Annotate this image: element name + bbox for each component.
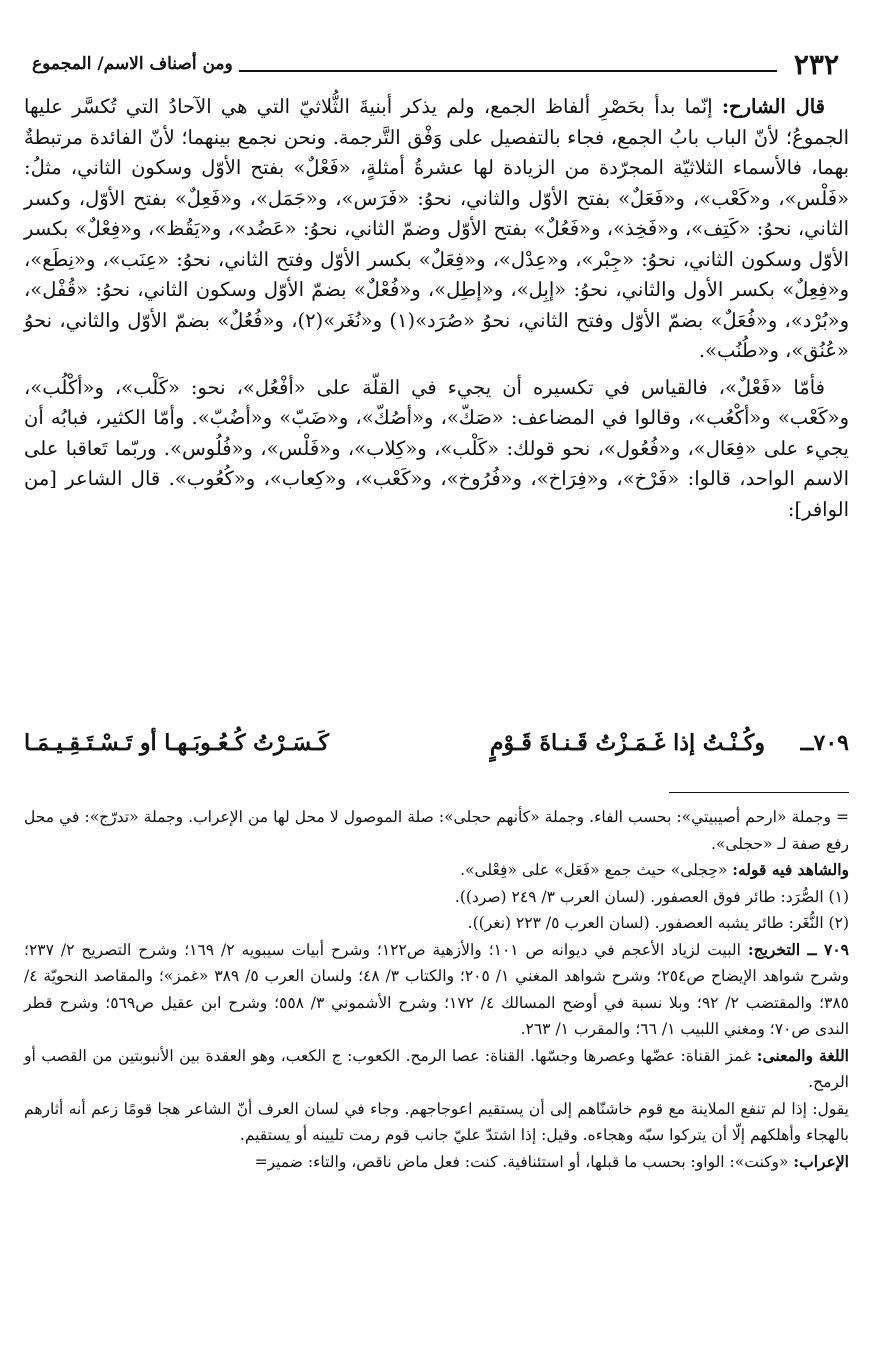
verse-first-hemistich: وكُـنْـتُ إذا غَـمَـزْتُ قَـنـاةَ قَـوْمٍ: [489, 730, 765, 756]
lugha-text: غمز القناة: عضّها وعصرها وجسّها. القناة: عصا الرمح. الكعوب: ج الكعب، وهو العقدة بين الأنبوبتين من القصب أو الرمح.: [24, 1046, 849, 1091]
footnote-rule: [669, 792, 849, 793]
header-rule: [239, 70, 777, 72]
verse-number: ٧٠٩ــ: [800, 730, 849, 756]
takhrij-label: ٧٠٩ ــ التخريج:: [747, 939, 849, 959]
footnote-irab: [24, 1149, 849, 1176]
footnote-shahid: [24, 857, 849, 884]
running-title: ومن أصناف الاسم/ المجموع: [32, 54, 233, 74]
footnotes: [24, 804, 849, 1175]
verse-second-hemistich: كَـسَـرْتُ كُـعُـوبَـهـا أو تَـسْـتَـقِـيـمَـا: [24, 730, 330, 756]
poetry-verse: [24, 730, 849, 766]
page-header: [24, 48, 849, 82]
lugha-label: اللغة والمعنى:: [756, 1045, 849, 1065]
paragraph-commentary: [24, 92, 849, 367]
paragraph-commentary-text: إنّما بدأ بحَصْرِ ألفاظ الجمع، ولم يذكر أبنيةَ الثُّلاثيّ التي هي الآحادُ التي تُكسَّر عليها الجموعُ؛ لأنّ الباب بابُ الجمع، فجاء بالتفصيل على وَفْق التَّرجمة. ونحن نجمع بينهما؛ لأنّ الفائدة مرتبطةٌ بهما، فالأسماء الثلاثيّة المجرّدة من الزيادة لها عشرةُ أمثلةٍ، «فَعْلٌ» بفتح الأوّل وسكون الثاني، مثلُ: «فَلْس»، و«كَعْب»، و«فَعَلٌ» بفتح الأوّل والثاني، نحوُ: «فَرَس»، و«جَمَل»، و«فَعِلٌ» بفتح الأوّل، وكسر الثاني، نحوُ: «كَتِف»، و«فَخِذ»، و«فَعُلٌ» بفتح الأوّل وضمّ الثاني، نحوُ: «عَضُد»، و«يَقُظ»، و«فِعْلٌ» بكسر الأوّل وسكون الثاني، نحوُ: «جِبْر»، و«عِدْل»، و«فِعَلٌ» بكسر الأوّل وفتح الثاني، نحوُ: «عِنَب»، و«نِطَع»، و«فِعِلٌ» بكسر الأول والثاني، نحوُ: «إبِل»، و«إطِل»، و«فُعْلٌ» بضمّ الأوّل وسكون الثاني، نحوُ: «قُفْل»، و«بُرْد»، و«فُعَلٌ» بضمّ الأوّل وفتح الثاني، نحوُ «صُرَد»(١) و«نُغَر»(٢)، و«فُعُلٌ» بضمّ الأوّل والثاني، نحوُ «عُنُق»، و«طُنُب».: [24, 95, 849, 362]
footnote-continuation: = وجملة «ارحم أصيبيتي»: بحسب الفاء. وجملة «كأنهم حجلى»: صلة الموصول لا محل لها من الإعراب. وجملة «تدرّج»: في محل رفع صفة لـ «حجلى».: [24, 808, 849, 853]
main-text: [24, 92, 849, 531]
takhrij-text: البيت لزياد الأعجم في ديوانه ص ١٠١؛ والأزهية ص١٢٢؛ وشرح أبيات سيبويه ٢/ ١٦٩؛ وشرح التصريح ٢/ ٢٣٧؛ وشرح شواهد الإيضاح ص٢٥٤؛ وشرح شواهد المغني ١/ ٢٠٥؛ والكتاب ٣/ ٤٨؛ ولسان العرب ٥/ ٣٨٩ «غمز»؛ والمقاصد النحويّة ٤/ ٣٨٥؛ والمقتضب ٢/ ٩٢؛ وبلا نسبة في أوضح المسالك ٤/ ١٧٢؛ وشرح الأشموني ٣/ ٥٥٨؛ وشرح ابن عقيل ص٥٦٩؛ وشرح قطر الندى ص٧٠؛ ومغني اللبيب ١/ ٦٦؛ والمقرب ١/ ٢٦٣.: [24, 940, 850, 1038]
book-page: [24, 0, 849, 1372]
footnote-takhrij: [24, 937, 849, 1043]
paragraph-plural-rules: فأمّا «فَعْلٌ»، فالقياس في تكسيره أن يجيء في القلّة على «أفْعُل»، نحو: «كَلْب»، و«أكْلُب»، و«كَعْب» و«أكْعُب»، وقالوا في المضاعف: «صَكّ»، و«أصُكّ»، و«ضَبّ» و«أضُبّ». وأمّا الكثير، فبابُه أن يجيء على «فِعَال»، و«فُعُول»، نحو قولك: «كَلْب»، و«كِلاب»، و«فَلْس»، و«فُلُوس». وربّما تَعاقبا على الاسم الواحد، قالوا: «فَرْخ»، و«فِرَاخ»، و«فُرُوخ»، و«كَعْب»، و«كِعاب»، و«كُعُوب». قال الشاعر [من الوافر]:: [24, 375, 849, 521]
page-number: ٢٣٢: [793, 48, 839, 81]
footnote-yaqul: يقول: إذا لم تنفع الملاينة مع قوم خاشنّاهم إلى أن يستقيم اعوجاجهم. وجاء في لسان العرف أنّ الشاعر هجا قومًا زعم أنه أثارهم بالهجاء وأهلكهم إلّا أن يتركوا سبّه وهجاءه. وقيل: إذا اشتدّ عليّ جانب قوم رمت تليينه أو يستقيم.: [24, 1099, 849, 1144]
shahid-label: والشاهد فيه قوله:: [732, 860, 849, 879]
footnote-2: (٢) النُّغَر: طائر يشبه العصفور. (لسان العرب ٥/ ٢٢٣ (نغر)).: [467, 914, 849, 932]
footnote-lugha: [24, 1043, 849, 1096]
commentator-label: قال الشارح:: [721, 95, 825, 118]
irab-label: الإعراب:: [793, 1151, 849, 1171]
irab-text: «وكنت»: الواو: بحسب ما قبلها، أو استئنافية. كنت: فعل ماض ناقص، والتاء: ضمير=: [254, 1152, 794, 1171]
footnote-1: (١) الصُّرَد: طائر فوق العصفور. (لسان العرب ٣/ ٢٤٩ (صرد)).: [454, 887, 849, 906]
shahid-text: «حِجلى» حيث جمع «فَعَل» على «فِعْلى».: [460, 861, 733, 879]
